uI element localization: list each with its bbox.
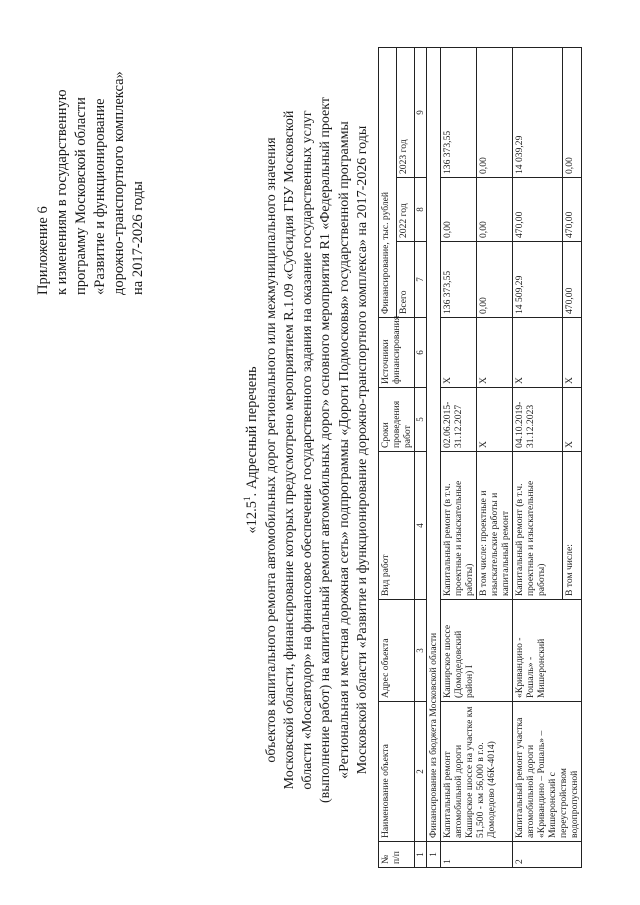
col-number: 9 — [415, 47, 427, 177]
header-work-type: Вид работ — [379, 452, 415, 600]
table-row — [441, 47, 477, 867]
header-num: № п/п — [379, 842, 415, 868]
heading-prefix: «12.5 — [243, 500, 260, 534]
heading-rest: . Адресный перечень — [243, 366, 260, 497]
appendix-line: программу Московской области — [73, 97, 89, 295]
row-2022: 470,00 — [562, 178, 581, 242]
row-name: Капитальный ремонт участка автомобильной дороги «Кривандино – Рошаль» – Мишеронский с переустройством водопропускной — [513, 702, 582, 842]
column-numbers-row — [415, 47, 427, 867]
row-total: 14 509,29 — [513, 242, 563, 318]
address-list-table — [378, 47, 582, 868]
row-source: X — [513, 318, 563, 388]
row-2023: 0,00 — [477, 47, 513, 177]
row-address: Каширское шоссе (Домодедовский район) I — [441, 600, 513, 702]
header-2022: 2022 год — [397, 178, 415, 242]
row-work: Капитальный ремонт (в т.ч. проектные и изыскательные работы) — [513, 452, 563, 600]
section-row — [427, 47, 441, 867]
row-work: В том числе: — [562, 452, 581, 600]
table-row — [513, 47, 563, 867]
header-2023: 2023 год — [397, 47, 415, 177]
table-header-row — [379, 47, 397, 867]
row-address: «Кривандино - Рошаль» - Мишеронский — [513, 600, 582, 702]
row-terms: 02.06.2015-31.12.2027 — [441, 388, 477, 452]
section-num: 1 — [427, 842, 441, 868]
row-2023: 14 039,29 — [513, 47, 563, 177]
appendix-line: Приложение 6 — [35, 206, 51, 295]
row-source: X — [441, 318, 477, 388]
row-num: 1 — [441, 842, 513, 868]
row-2022: 470,00 — [513, 178, 563, 242]
heading-sup: 1 — [242, 496, 252, 501]
appendix-block — [34, 5, 148, 295]
col-number: 1 — [415, 842, 427, 868]
header-address: Адрес объекта — [379, 600, 415, 702]
row-2022: 0,00 — [441, 178, 477, 242]
appendix-line: «Развитие и функционирование — [92, 98, 108, 295]
col-number: 2 — [415, 702, 427, 842]
row-terms: 04.10.2019-31.12.2023 — [513, 388, 563, 452]
col-number: 3 — [415, 600, 427, 702]
appendix-line: на 2017-2026 годы — [130, 181, 146, 295]
row-num: 2 — [513, 842, 582, 868]
heading-title — [236, 35, 263, 865]
header-total: Всего — [397, 242, 415, 318]
col-number: 8 — [415, 178, 427, 242]
row-source: X — [562, 318, 581, 388]
col-number: 4 — [415, 452, 427, 600]
header-name: Наименование объекта — [379, 702, 415, 842]
heading-line: области «Мосавтодор» на финансовое обеспечение государственного задания на оказание государственных услуг — [300, 110, 316, 790]
row-total: 0,00 — [477, 242, 513, 318]
col-number: 7 — [415, 242, 427, 318]
row-2023: 0,00 — [562, 47, 581, 177]
row-total: 470,00 — [562, 242, 581, 318]
header-terms: Сроки проведения работ — [379, 388, 415, 452]
section-label: Финансирование из бюджета Московской области — [427, 47, 441, 841]
row-total: 136 373,55 — [441, 242, 477, 318]
row-work: Капитальный ремонт (в т.ч. проектные и изыскательные работы) — [441, 452, 477, 600]
header-sources: Источники финансирования — [379, 318, 415, 388]
heading-line: объектов капитального ремонта автомобильных дорог регионального или межмуниципального значения — [263, 137, 279, 763]
row-terms: X — [477, 388, 513, 452]
appendix-line: к изменениям в государственную — [54, 89, 70, 295]
row-name: Капитальный ремонт автомобильной дороги Каширское шоссе на участке км 51,500 - км 56,000 в г.о. Домодедово (46К-4014) — [441, 702, 513, 842]
row-work: В том числе: проектные и изыскательские работы и капитальный ремонт — [477, 452, 513, 600]
header-financing: Финансирование, тыс. рублей — [379, 47, 397, 317]
appendix-line: дорожно-транспортного комплекса» — [111, 71, 127, 295]
col-number: 6 — [415, 318, 427, 388]
heading-line: (выполнение работ) на капитальный ремонт автомобильных дорог» основного мероприятия R1 «Федеральный проект — [318, 97, 334, 804]
heading-line: «Региональная и местная дорожная сеть» подпрограммы «Дороги Подмосковья» государственной программы — [336, 121, 352, 779]
row-2023: 136 373,55 — [441, 47, 477, 177]
heading-line: Московской области, финансирование которых предусмотрено мероприятием R.1.09 «Субсидия ГБУ Московской — [282, 110, 298, 790]
row-terms: X — [562, 388, 581, 452]
row-2022: 0,00 — [477, 178, 513, 242]
document-heading — [236, 35, 372, 865]
col-number: 5 — [415, 388, 427, 452]
heading-line: Московской области «Развитие и функционирование дорожно-транспортного комплекса» на 2017-2026 годы — [354, 125, 370, 775]
row-source: X — [477, 318, 513, 388]
